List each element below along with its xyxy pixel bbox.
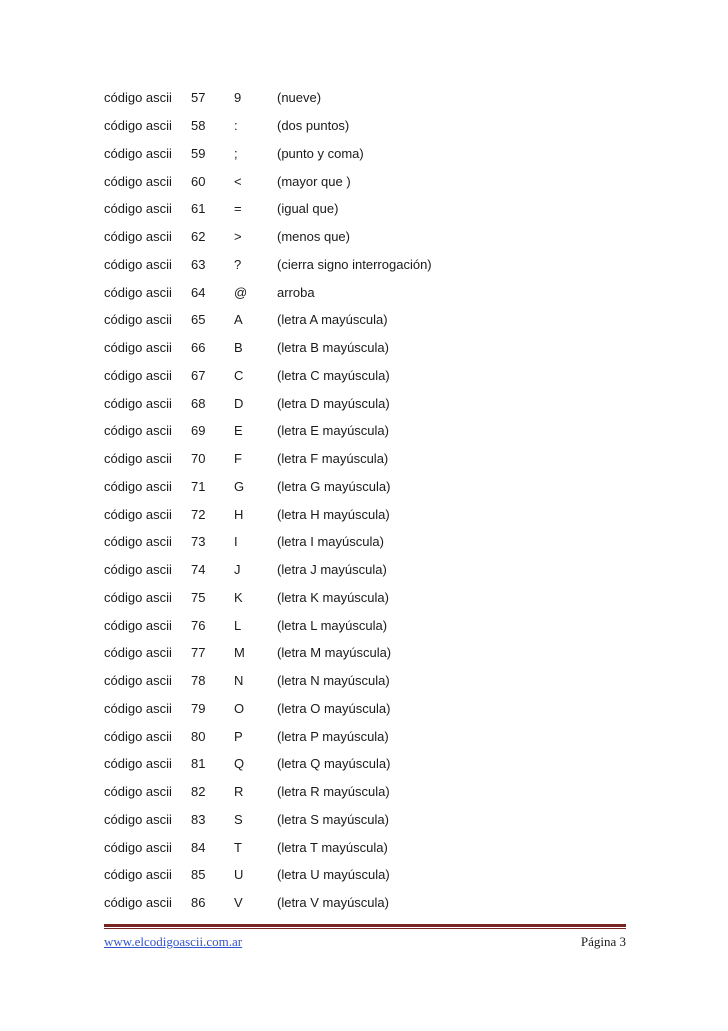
row-code: 72 (191, 506, 206, 522)
row-label: código ascii (104, 589, 172, 605)
row-char: Q (234, 756, 245, 772)
row-char: ; (234, 145, 238, 161)
table-row (104, 251, 624, 279)
row-char: I (234, 534, 238, 550)
table-row (104, 861, 624, 889)
table-row (104, 195, 624, 223)
table-row (104, 584, 624, 612)
row-desc: (letra L mayúscula) (277, 617, 388, 633)
row-code: 84 (191, 839, 206, 855)
row-label: código ascii (104, 506, 172, 522)
row-desc: (mayor que ) (277, 173, 351, 189)
row-label: código ascii (104, 201, 172, 217)
row-desc: (letra J mayúscula) (277, 562, 387, 578)
row-char: T (234, 839, 242, 855)
table-row (104, 389, 624, 417)
table-row (104, 473, 624, 501)
table-row (104, 500, 624, 528)
table-row (104, 778, 624, 806)
table-row (104, 140, 624, 168)
row-label: código ascii (104, 728, 172, 744)
row-desc: (igual que) (277, 201, 339, 217)
row-label: código ascii (104, 673, 172, 689)
row-char: D (234, 395, 244, 411)
row-char: < (234, 173, 242, 189)
row-char: G (234, 478, 245, 494)
row-char: 9 (234, 90, 242, 106)
website-link[interactable]: www.elcodigoascii.com.ar (104, 934, 243, 949)
row-label: código ascii (104, 173, 172, 189)
table-row (104, 639, 624, 667)
table-row (104, 556, 624, 584)
row-label: código ascii (104, 451, 172, 467)
row-char: E (234, 423, 243, 439)
table-row (104, 750, 624, 778)
row-char: ? (234, 256, 242, 272)
row-code: 65 (191, 312, 206, 328)
row-code: 82 (191, 784, 206, 800)
row-desc: (letra I mayúscula) (277, 534, 384, 550)
row-label: código ascii (104, 423, 172, 439)
row-label: código ascii (104, 395, 172, 411)
row-char: U (234, 867, 244, 883)
row-desc: (letra A mayúscula) (277, 312, 388, 328)
table-row (104, 833, 624, 861)
row-char: > (234, 229, 242, 245)
row-code: 71 (191, 478, 206, 494)
table-row (104, 278, 624, 306)
table-row (104, 695, 624, 723)
row-label: código ascii (104, 867, 172, 883)
footer-divider-thin (104, 928, 626, 929)
table-row (104, 667, 624, 695)
table-row (104, 84, 624, 112)
row-code: 80 (191, 728, 206, 744)
row-char: K (234, 589, 243, 605)
table-row (104, 722, 624, 750)
row-desc: (letra V mayúscula) (277, 895, 389, 911)
table-row (104, 806, 624, 834)
row-desc: (dos puntos) (277, 118, 350, 134)
row-char: C (234, 367, 244, 383)
row-desc: (letra N mayúscula) (277, 673, 390, 689)
row-code: 67 (191, 367, 206, 383)
table-row (104, 306, 624, 334)
table-row (104, 334, 624, 362)
row-char: @ (234, 284, 248, 300)
row-char: : (234, 118, 238, 134)
row-desc: (letra D mayúscula) (277, 395, 390, 411)
row-char: L (234, 617, 242, 633)
row-code: 69 (191, 423, 206, 439)
row-desc: (cierra signo interrogación) (277, 256, 432, 272)
row-desc: (letra U mayúscula) (277, 867, 390, 883)
row-label: código ascii (104, 367, 172, 383)
row-char: F (234, 451, 242, 467)
row-desc: (letra G mayúscula) (277, 478, 391, 494)
table-row (104, 112, 624, 140)
row-desc: (letra Q mayúscula) (277, 756, 391, 772)
row-code: 74 (191, 562, 206, 578)
row-label: código ascii (104, 118, 172, 134)
row-char: O (234, 700, 245, 716)
row-desc: (letra E mayúscula) (277, 423, 389, 439)
row-char: V (234, 895, 243, 911)
row-label: código ascii (104, 562, 172, 578)
row-desc: (letra P mayúscula) (277, 728, 389, 744)
row-char: N (234, 673, 244, 689)
row-char: M (234, 645, 245, 661)
row-char: R (234, 784, 244, 800)
row-label: código ascii (104, 478, 172, 494)
row-label: código ascii (104, 700, 172, 716)
row-code: 86 (191, 895, 206, 911)
row-code: 76 (191, 617, 206, 633)
row-char: H (234, 506, 244, 522)
row-label: código ascii (104, 645, 172, 661)
row-char: B (234, 340, 243, 356)
row-label: código ascii (104, 811, 172, 827)
row-char: = (234, 201, 242, 217)
row-label: código ascii (104, 229, 172, 245)
row-desc: (letra T mayúscula) (277, 839, 388, 855)
table-row (104, 445, 624, 473)
row-label: código ascii (104, 256, 172, 272)
row-desc: (nueve) (277, 90, 322, 106)
row-code: 73 (191, 534, 206, 550)
row-code: 63 (191, 256, 206, 272)
row-code: 83 (191, 811, 206, 827)
row-code: 70 (191, 451, 206, 467)
row-code: 64 (191, 284, 206, 300)
row-desc: (punto y coma) (277, 145, 364, 161)
row-code: 66 (191, 340, 206, 356)
row-label: código ascii (104, 756, 172, 772)
row-label: código ascii (104, 617, 172, 633)
page-number: Página 3 (580, 934, 626, 949)
row-label: código ascii (104, 340, 172, 356)
row-desc: (letra R mayúscula) (277, 784, 390, 800)
table-row (104, 223, 624, 251)
row-label: código ascii (104, 895, 172, 911)
row-code: 62 (191, 229, 206, 245)
row-desc: (letra C mayúscula) (277, 367, 390, 383)
row-code: 57 (191, 90, 206, 106)
table-row (104, 417, 624, 445)
row-code: 59 (191, 145, 206, 161)
table-row (104, 167, 624, 195)
row-desc: (letra B mayúscula) (277, 340, 389, 356)
row-desc: (letra S mayúscula) (277, 811, 389, 827)
table-row (104, 528, 624, 556)
row-label: código ascii (104, 312, 172, 328)
row-char: P (234, 728, 243, 744)
row-label: código ascii (104, 90, 172, 106)
row-code: 85 (191, 867, 206, 883)
row-label: código ascii (104, 839, 172, 855)
row-char: S (234, 811, 243, 827)
row-char: J (234, 562, 241, 578)
row-code: 61 (191, 201, 206, 217)
row-desc: (menos que) (277, 229, 350, 245)
row-desc: (letra O mayúscula) (277, 700, 391, 716)
row-desc: arroba (277, 284, 315, 300)
row-code: 75 (191, 589, 206, 605)
table-row (104, 889, 624, 917)
row-label: código ascii (104, 534, 172, 550)
row-label: código ascii (104, 145, 172, 161)
row-code: 60 (191, 173, 206, 189)
row-code: 78 (191, 673, 206, 689)
row-char: A (234, 312, 243, 328)
row-code: 58 (191, 118, 206, 134)
row-label: código ascii (104, 284, 172, 300)
page-footer (104, 934, 626, 952)
ascii-code-table (104, 84, 624, 917)
row-desc: (letra H mayúscula) (277, 506, 390, 522)
footer-divider (104, 924, 626, 927)
row-code: 77 (191, 645, 206, 661)
table-row (104, 611, 624, 639)
row-code: 81 (191, 756, 206, 772)
row-code: 79 (191, 700, 206, 716)
row-desc: (letra F mayúscula) (277, 451, 389, 467)
table-row (104, 362, 624, 390)
row-label: código ascii (104, 784, 172, 800)
row-code: 68 (191, 395, 206, 411)
row-desc: (letra M mayúscula) (277, 645, 392, 661)
row-desc: (letra K mayúscula) (277, 589, 389, 605)
